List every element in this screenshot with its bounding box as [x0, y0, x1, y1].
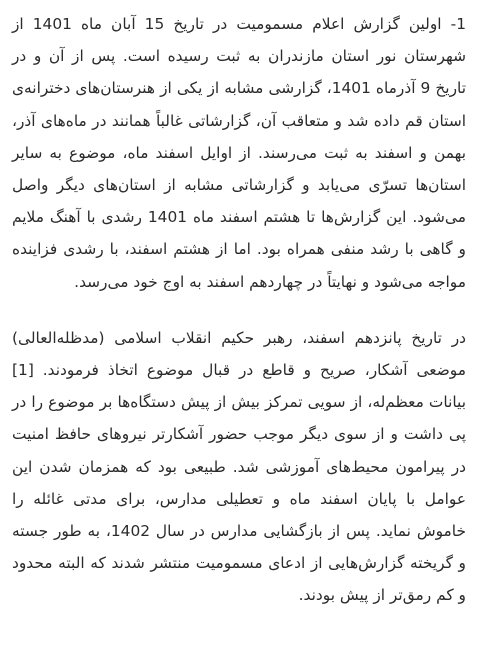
paragraph-leader-statement: در تاریخ پانزدهم اسفند، رهبر حکیم انقلاب اسلامی (مدظله‌العالی) موضعی آشکار، صریح و قاطع در قبال موضوع اتخاذ فرمودند. [1] بیانات معظم‌له، از سویی تمرکز بیش از پیش دستگاه‌ها بر موضوع را در پی داشت و از سوی دیگر موجب حضور آشکارتر نیروهای حافظ امنیت در پیرامون محیط‌های آموزشی شد. طبیعی بود که همزمان شدن این عوامل با پایان اسفند ماه و تعطیلی مدارس، برای مدتی غائله را خاموش نماید. پس از بازگشایی مدارس در سال 1402، به طور جسته و گریخته گزارش‌هایی از ادعای مسمومیت منتشر شدند که البته محدود و کم رمق‌تر از پیش بودند. [12, 328, 467, 605]
paragraph-poisoning-reports-timeline: 1- اولین گزارش اعلام مسمومیت در تاریخ 15 آبان ماه 1401 از شهرستان نور استان مازندران به ثبت رسیده است. پس از آن و در تاریخ 9 آذرماه 1401، گزارشی مشابه از یکی از هنرستان‌های دخترانه‌ی استان قم داده شد و متعاقب آن، گزارشاتی غالباً همانند در ماه‌های آذر، بهمن و اسفند به ثبت می‌رسند. از اوایل اسفند ماه، موضوع به سایر استان‌ها تسرّی می‌یابد و گزارشاتی مشابه از استان‌های دیگر واصل می‌شود. این گزارش‌ها تا هشتم اسفند ماه 1401 رشدی با آهنگ ملایم و گاهی با رشد منفی همراه بود. اما از هشتم اسفند، با رشدی فزاینده مواجه می‌شود و نهایتاً در چهاردهم اسفند به اوج خود می‌رسد. [12, 15, 466, 291]
